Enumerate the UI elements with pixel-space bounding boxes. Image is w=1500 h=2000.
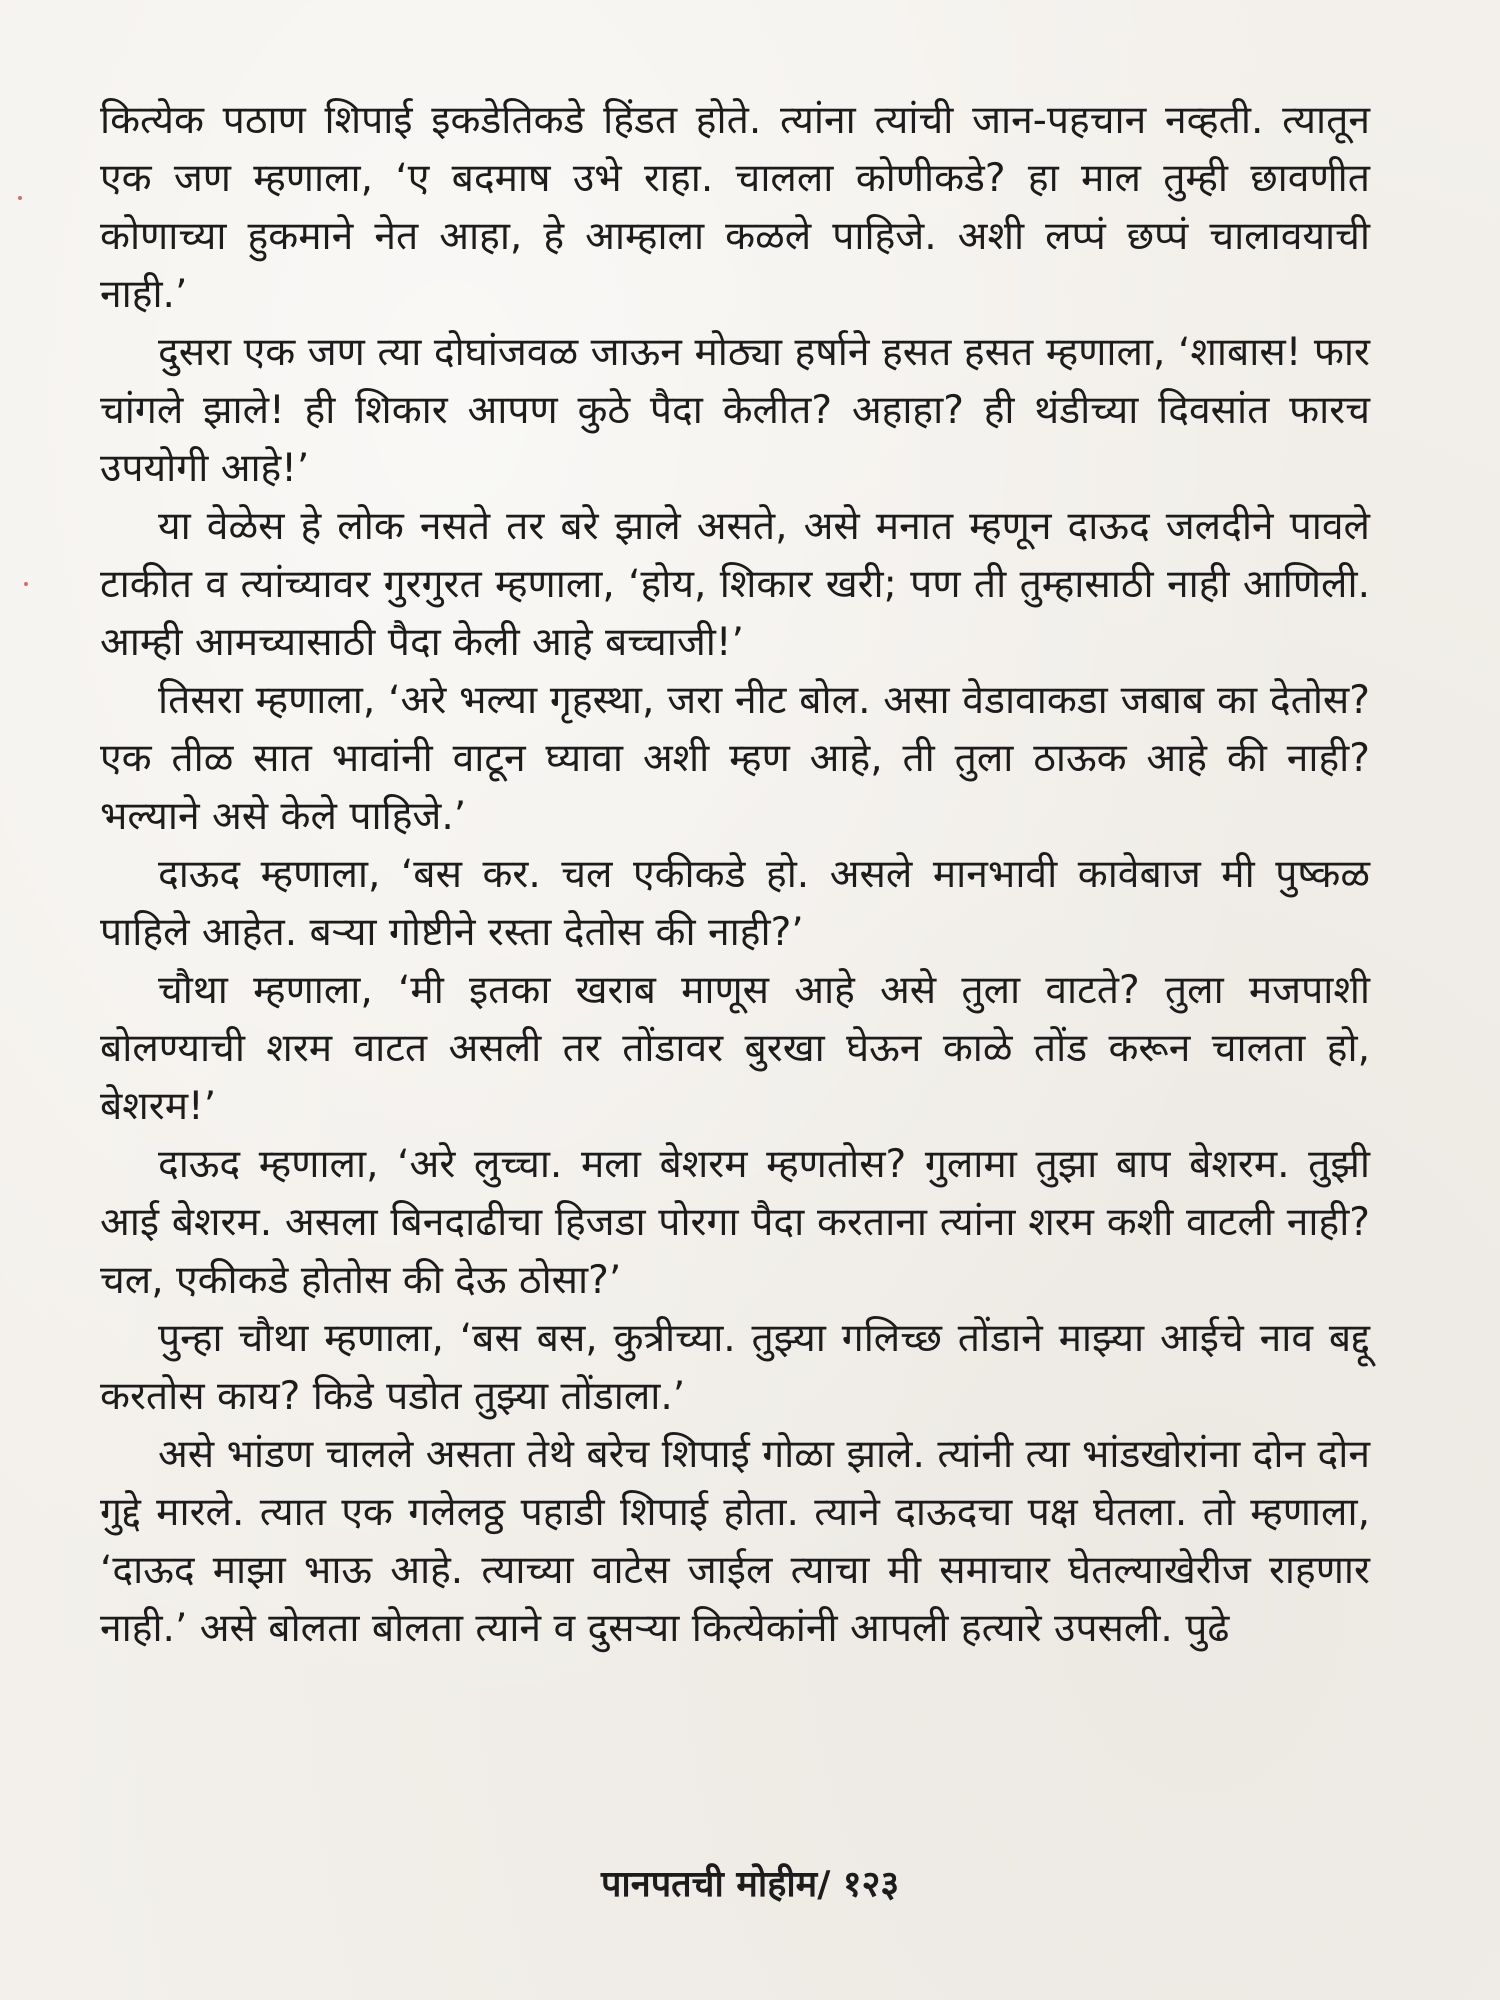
paper-speck <box>18 196 22 200</box>
paragraph-3: या वेळेस हे लोक नसते तर बरे झाले असते, असे मनात म्हणून दाऊद जलदीने पावले टाकीत व त्यांच्यावर गुरगुरत म्हणाला, ‘होय, शिकार खरी; पण ती तुम्हासाठी नाही आणिली. आम्ही आमच्यासाठी पैदा केली आहे बच्चाजी!’ <box>100 504 1370 665</box>
page-footer: पानपतची मोहीम/ १२३ <box>600 1864 900 1905</box>
paragraph-2: दुसरा एक जण त्या दोघांजवळ जाऊन मोठ्या हर्षाने हसत हसत म्हणाला, ‘शाबास! फार चांगले झाले! ही शिकार आपण कुठे पैदा केलीत? अहाहा? ही थंडीच्या दिवसांत फारच उपयोगी आहे!’ <box>100 330 1370 491</box>
paragraph-9: असे भांडण चालले असता तेथे बरेच शिपाई गोळा झाले. त्यांनी त्या भांडखोरांना दोन दोन गुद्दे मारले. त्यात एक गलेलठ्ठ पहाडी शिपाई होता. त्याने दाऊदचा पक्ष घेतला. तो म्हणाला, ‘दाऊद माझा भाऊ आहे. त्याच्या वाटेस जाईल त्याचा मी समाचार घेतल्याखेरीज राहणार नाही.’ असे बोलता बोलता त्याने व दुसऱ्या कित्येकांनी आपली हत्यारे उपसली. पुढे <box>100 1432 1370 1651</box>
paper-speck <box>24 582 28 586</box>
paragraph-4: तिसरा म्हणाला, ‘अरे भल्या गृहस्था, जरा नीट बोल. असा वेडावाकडा जबाब का देतोस? एक तीळ सात भावांनी वाटून घ्यावा अशी म्हण आहे, ती तुला ठाऊक आहे की नाही? भल्याने असे केले पाहिजे.’ <box>100 678 1370 839</box>
body-text <box>100 92 1370 1658</box>
paragraph-8: पुन्हा चौथा म्हणाला, ‘बस बस, कुत्रीच्या. तुझ्या गलिच्छ तोंडाने माझ्या आईचे नाव बद्दू करतोस काय? किडे पडोत तुझ्या तोंडाला.’ <box>100 1316 1370 1419</box>
paragraph-7: दाऊद म्हणाला, ‘अरे लुच्चा. मला बेशरम म्हणतोस? गुलामा तुझा बाप बेशरम. तुझी आई बेशरम. असला बिनदाढीचा हिजडा पोरगा पैदा करताना त्यांना शरम कशी वाटली नाही? चल, एकीकडे होतोस की देऊ ठोसा?’ <box>100 1142 1370 1303</box>
paragraph-6: चौथा म्हणाला, ‘मी इतका खराब माणूस आहे असे तुला वाटते? तुला मजपाशी बोलण्याची शरम वाटत असली तर तोंडावर बुरखा घेऊन काळे तोंड करून चालता हो, बेशरम!’ <box>100 968 1370 1129</box>
paragraph-1: कित्येक पठाण शिपाई इकडेतिकडे हिंडत होते. त्यांना त्यांची जान-पहचान नव्हती. त्यातून एक जण म्हणाला, ‘ए बदमाष उभे राहा. चालला कोणीकडे? हा माल तुम्ही छावणीत कोणाच्या हुकमाने नेत आहा, हे आम्हाला कळले पाहिजे. अशी लप्पं छप्पं चालावयाची नाही.’ <box>100 98 1370 317</box>
paragraph-5: दाऊद म्हणाला, ‘बस कर. चल एकीकडे हो. असले मानभावी कावेबाज मी पुष्कळ पाहिले आहेत. बऱ्या गोष्टीने रस्ता देतोस की नाही?’ <box>100 852 1370 955</box>
